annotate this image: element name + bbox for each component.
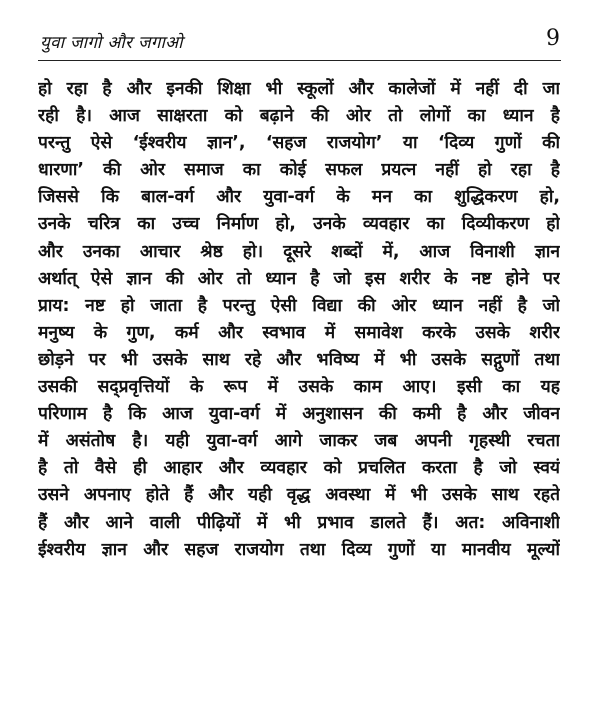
running-header xyxy=(40,26,560,56)
text-line-7: और उनका आचार श्रेष्ठ हो। दूसरे शब्दों में, आज विनाशी ज्ञान xyxy=(38,241,560,262)
text-line-13: परिणाम है कि आज युवा-वर्ग में अनुशासन की कमी है और जीवन xyxy=(38,404,560,425)
text-line-2: रही है। आज साक्षरता को बढ़ाने की ओर तो लोगों का ध्यान है xyxy=(38,106,560,127)
text-line-10: मनुष्य के गुण, कर्म और स्वभाव में समावेश करके उसके शरीर xyxy=(38,322,560,343)
text-line-9: प्राय: नष्ट हो जाता है परन्तु ऐसी विद्या की ओर ध्यान नहीं है जो xyxy=(38,295,560,316)
page-number: 9 xyxy=(546,26,560,51)
header-divider xyxy=(38,60,561,61)
text-line-4: धारणा’ की ओर समाज का कोई सफल प्रयत्न नहीं हो रहा है xyxy=(38,160,560,181)
text-line-8: अर्थात् ऐसे ज्ञान की ओर तो ध्यान है जो इस शरीर के नष्ट होने पर xyxy=(38,268,560,289)
text-line-15: है तो वैसे ही आहार और व्यवहार को प्रचलित करता है जो स्वयं xyxy=(38,458,560,479)
text-line-1: हो रहा है और इनकी शिक्षा भी स्कूलों और कालेजों में नहीं दी जा xyxy=(38,79,560,99)
text-line-12: उसकी सद्प्रवृत्तियों के रूप में उसके काम आए। इसी का यह xyxy=(38,377,560,398)
text-line-17: हैं और आने वाली पीढ़ियों में भी प्रभाव डालते हैं। अत: अविनाशी xyxy=(38,512,560,533)
body-paragraph xyxy=(38,76,560,564)
text-line-3: परन्तु ऐसे ‘ईश्वरीय ज्ञान’, ‘सहज राजयोग’ या ‘दिव्य गुणों की xyxy=(38,133,560,154)
text-line-5: जिससे कि बाल-वर्ग और युवा-वर्ग के मन का शुद्धिकरण हो, xyxy=(38,187,560,208)
text-line-11: छोड़ने पर भी उसके साथ रहे और भविष्य में भी उसके सद्गुणों तथा xyxy=(38,349,560,370)
text-line-14: में असंतोष है। यही युवा-वर्ग आगे जाकर जब अपनी गृहस्थी रचता xyxy=(38,431,560,452)
running-header-title: युवा जागो और जगाओ xyxy=(40,33,183,53)
text-line-6: उनके चरित्र का उच्च निर्माण हो, उनके व्यवहार का दिव्यीकरण हो xyxy=(38,214,560,235)
text-line-18: ईश्वरीय ज्ञान और सहज राजयोग तथा दिव्य गुणों या मानवीय मूल्यों xyxy=(38,539,560,560)
text-line-16: उसने अपनाए होते हैं और यही वृद्ध अवस्था में भी उसके साथ रहते xyxy=(38,485,560,506)
